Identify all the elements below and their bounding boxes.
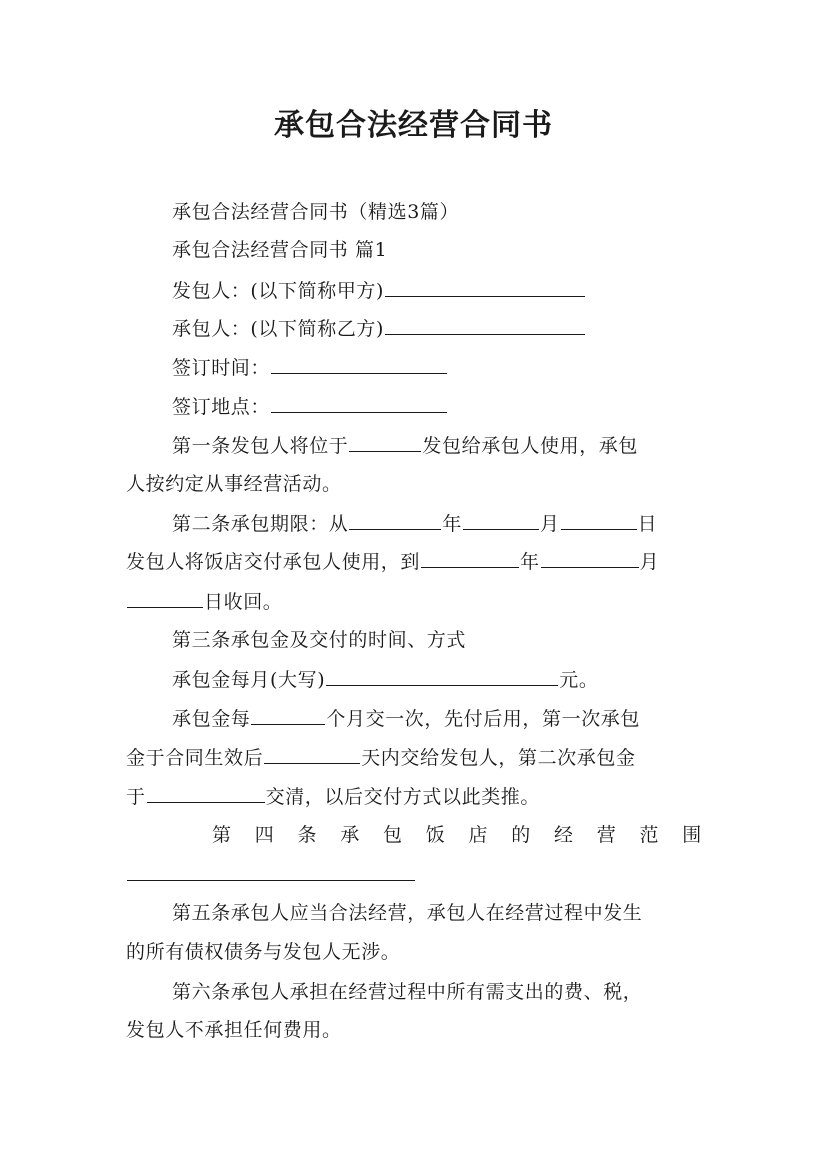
part-heading: 承包合法经营合同书 篇1 bbox=[172, 239, 388, 261]
document-title: 承包合法经营合同书 bbox=[274, 108, 553, 143]
year-label: 年 bbox=[520, 551, 540, 573]
article-2-line-1 bbox=[172, 511, 702, 536]
article-4-char: 店 bbox=[468, 824, 489, 846]
article-4-char: 经 bbox=[554, 824, 574, 846]
article-6-line-2: 发包人不承担任何费用。 bbox=[126, 1019, 342, 1041]
article-3-text-f: 交清，以后交付方式以此类推。 bbox=[265, 786, 541, 808]
month-label: 月 bbox=[540, 513, 560, 535]
document-subtitle: 承包合法经营合同书（精选3篇） bbox=[172, 201, 460, 223]
sign-time-label: 签订时间： bbox=[172, 357, 271, 379]
article-4-blank-line bbox=[126, 862, 702, 887]
article-3-days-blank bbox=[264, 745, 360, 764]
article-2-text-a: 第二条承包期限：从 bbox=[172, 513, 349, 535]
article-3-heading: 第三条承包金及交付的时间、方式 bbox=[172, 629, 467, 651]
article-3-text-d: 天内交给发包人，第二次承包金 bbox=[361, 747, 636, 769]
article-4-char: 营 bbox=[596, 824, 617, 846]
article-2-end-day-blank bbox=[127, 589, 203, 608]
party-a-blank bbox=[385, 278, 585, 297]
article-1-text-b: 发包给承包人使用，承包 bbox=[422, 435, 639, 457]
day-label: 日 bbox=[637, 513, 658, 535]
article-3-text-c: 金于合同生效后 bbox=[126, 747, 264, 769]
article-2-start-month-blank bbox=[463, 511, 539, 530]
article-4-char: 四 bbox=[254, 824, 275, 846]
article-4-scope-blank bbox=[127, 862, 415, 881]
article-1-line-2: 人按约定从事经营活动。 bbox=[126, 473, 342, 495]
article-4-char: 的 bbox=[511, 824, 531, 846]
article-4-char: 条 bbox=[297, 824, 318, 846]
month-label: 月 bbox=[639, 551, 660, 573]
sign-place-blank bbox=[271, 394, 447, 413]
sign-place-label: 签订地点： bbox=[172, 396, 271, 418]
sign-place-line bbox=[172, 394, 702, 419]
article-2-start-day-blank bbox=[561, 511, 637, 530]
article-3-text-e: 于 bbox=[126, 786, 146, 808]
article-3-fee-blank bbox=[326, 667, 558, 686]
article-2-start-year-blank bbox=[349, 511, 441, 530]
article-5-line-1: 第五条承包人应当合法经营，承包人在经营过程中发生 bbox=[172, 902, 643, 924]
article-3-fee-label: 承包金每月(大写) bbox=[172, 669, 326, 691]
party-a-line bbox=[172, 278, 702, 303]
party-b-label: 承包人：(以下简称乙方) bbox=[172, 318, 385, 340]
party-a-label: 发包人：(以下简称甲方) bbox=[172, 280, 385, 302]
article-3-text-b: 个月交一次，先付后用，第一次承包 bbox=[326, 708, 641, 730]
article-2-line-3 bbox=[126, 589, 702, 614]
article-1-line-1 bbox=[172, 433, 702, 458]
article-5-line-2: 的所有债权债务与发包人无涉。 bbox=[126, 941, 401, 963]
article-3-para-line-1 bbox=[172, 706, 702, 731]
article-4-char: 饭 bbox=[425, 824, 446, 846]
article-3-fee-unit: 元。 bbox=[559, 669, 599, 691]
article-3-fee-line bbox=[172, 667, 702, 692]
article-2-end-year-blank bbox=[421, 549, 519, 568]
party-b-blank bbox=[385, 316, 585, 335]
article-4-char: 承 bbox=[340, 824, 360, 846]
article-3-text-a: 承包金每 bbox=[172, 708, 251, 730]
sign-time-blank bbox=[271, 355, 447, 374]
article-2-text-c: 日收回。 bbox=[204, 591, 283, 613]
article-3-para-line-3 bbox=[126, 784, 702, 809]
article-4-char: 围 bbox=[682, 824, 702, 846]
article-4-char: 第 bbox=[212, 824, 232, 846]
article-4-char: 包 bbox=[383, 824, 403, 846]
year-label: 年 bbox=[442, 513, 463, 535]
article-6-line-1: 第六条承包人承担在经营过程中所有需支出的费、税， bbox=[172, 981, 643, 1003]
article-3-second-payment-blank bbox=[147, 784, 265, 803]
party-b-line bbox=[172, 316, 702, 341]
article-3-para-line-2 bbox=[126, 745, 702, 770]
article-3-months-blank bbox=[251, 706, 325, 725]
article-2-end-month-blank bbox=[541, 549, 639, 568]
sign-time-line bbox=[172, 355, 702, 380]
article-4-char: 范 bbox=[639, 824, 660, 846]
article-2-text-b: 发包人将饭店交付承包人使用，到 bbox=[126, 551, 421, 573]
article-1-location-blank bbox=[349, 433, 421, 452]
article-1-text-a: 第一条发包人将位于 bbox=[172, 435, 349, 457]
article-4-heading bbox=[212, 823, 702, 847]
article-2-line-2 bbox=[126, 549, 702, 574]
